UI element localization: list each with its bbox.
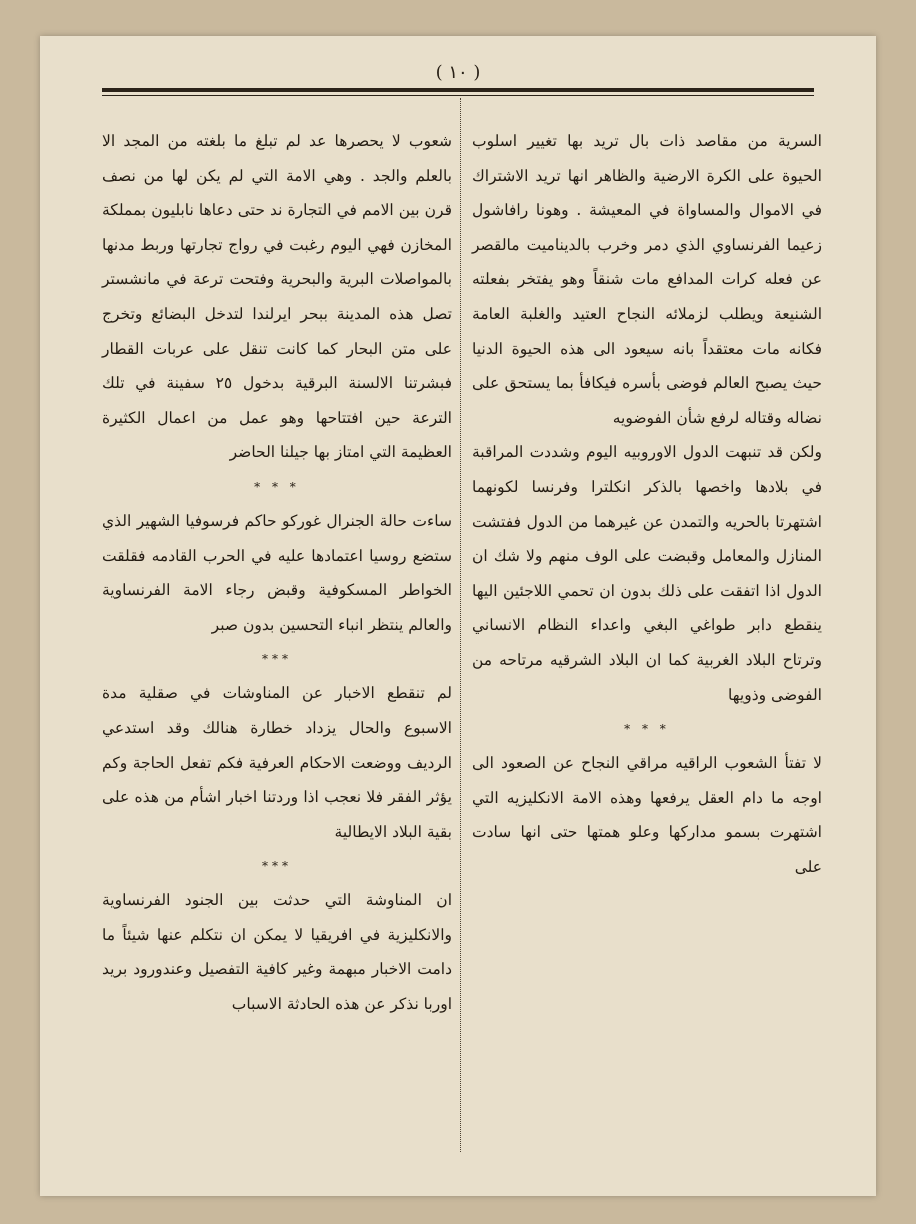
newspaper-page: [40, 36, 876, 1196]
section-separator: ***: [262, 859, 292, 874]
right-paragraph-3: لا تفتأ الشعوب الراقيه مراقي النجاح عن الصعود الى اوجه ما دام العقل يرفعها وهذه الامة الانكليزيه التي اشتهرت بسمو مداركها وعلو همتها حتى انها سادت على: [472, 754, 822, 876]
column-divider: [460, 98, 461, 1152]
section-separator: * * *: [254, 479, 300, 494]
left-column: [102, 124, 452, 1022]
right-paragraph-1: السرية من مقاصد ذات بال تريد بها تغيير اسلوب الحيوة على الكرة الارضية والظاهر انها تريد الاشتراك في الاموال والمساواة في المعيشة . وهونا رافاشول زعيما الفرنساوي الذي دمر وخرب بالديناميت مالقصر عن فعله كرات المدافع مات شنقاً وهو يفتخر بفعلته الشنيعة ويطلب لزملائه النجاح العتيد والغلبة العامة فكانه مات معتقداً بانه سيعود الى هذه الحيوة الدنيا حيث يصبح العالم فوضى بأسره فيكافأ بما يستحق على نضاله وقتاله لرفع شأن الفوضويه: [472, 132, 822, 427]
left-paragraph-3: لم تنقطع الاخبار عن المناوشات في صقلية مدة الاسبوع والحال يزداد خطارة هنالك وقد استدعي الرديف ووضعت الاحكام العرفية فكم تفعل الحاجة وكم يؤثر الفقر فلا نعجب اذا وردتنا اخبار اشأم من هذه على بقية البلاد الايطالية: [102, 684, 452, 841]
right-column: [472, 124, 822, 884]
section-separator: ***: [262, 652, 292, 667]
section-separator: * * *: [624, 722, 670, 737]
left-paragraph-4: ان المناوشة التي حدثت بين الجنود الفرنساوية والانكليزية في افريقيا لا يمكن ان نتكلم عنها شيئاً ما دامت الاخبار مبهمة وغير كافية التفصيل وعندورود بريد اوربا نذكر عن هذه الحادثة الاسباب: [102, 891, 452, 1014]
page-number: ( ١٠ ): [435, 62, 481, 83]
left-paragraph-1: شعوب لا يحصرها عد لم تبلغ ما بلغته من المجد الا بالعلم والجد . وهي الامة التي لم يكن لها من نصف قرن بين الامم في التجارة ند حتى دعاها نابليون بمملكة المخازن فهي اليوم رغبت في رواج تجارتها وربط مدنها بالمواصلات البرية والبحرية وفتحت ترعة في مانشستر تصل هذه المدينة ببحر ايرلندا لتدخل البضائع وتخرج على متن البحار كما كانت تنقل على عربات القطار فبشرتنا الالسنة البرقية بدخول ٢٥ سفينة في تلك الترعة حين افتتاحها وهو عمل من اعمال الكثيرة العظيمة التي امتاز بها جيلنا الحاضر: [102, 132, 452, 462]
left-paragraph-2: ساءت حالة الجنرال غوركو حاكم فرسوفيا الشهير الذي ستضع روسيا اعتمادها عليه في الحرب القادمه فقلقت الخواطر المسكوفية وقبض رجاء الامة الفرنساوية والعالم ينتظر انباء التحسين بدون صبر: [102, 511, 452, 634]
right-paragraph-2: ولكن قد تنبهت الدول الاوروبيه اليوم وشددت المراقبة في بلادها واخصها بالذكر انكلترا وفرنسا لكونهما اشتهرتا بالحريه والتمدن عن غيرهما من الدول ففتشت المنازل والمعامل وقبضت على الوف منهم ولا شك ان الدول اذا اتفقت على ذلك بدون ان تحمي اللاجئين اليها ينقطع دابر طواغي البغي واعداء النظام الانساني وترتاح البلاد الغربية كما ان البلاد الشرقيه مرتاحه من الفوضى وذويها: [472, 443, 822, 704]
header-rule: [102, 88, 814, 92]
